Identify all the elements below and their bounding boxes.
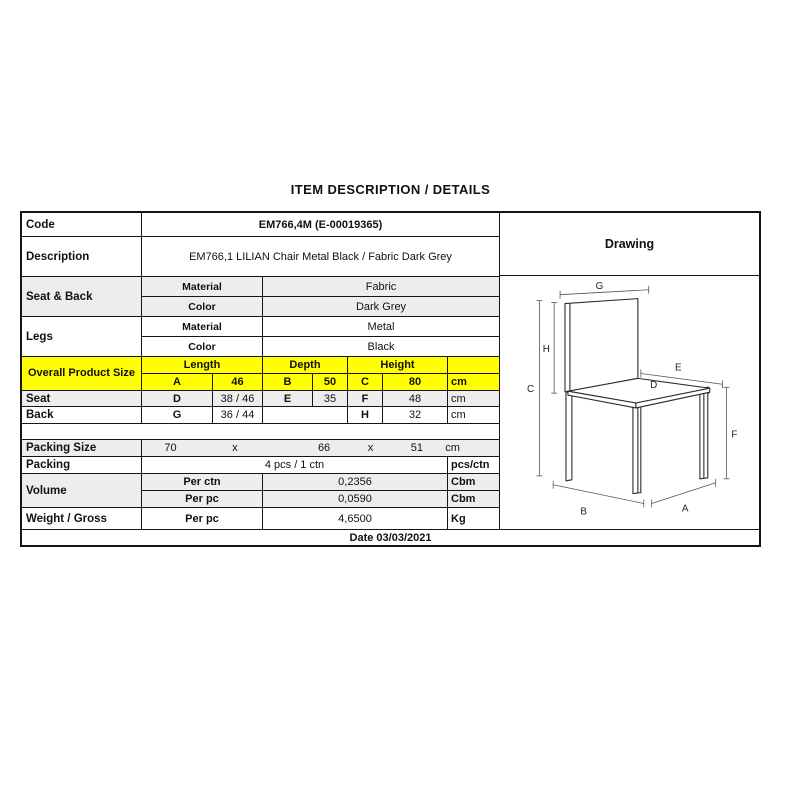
- volume-per-pc-row: [142, 491, 499, 507]
- legs-color-value: Black: [367, 340, 395, 353]
- seat-back-material-value: Fabric: [365, 280, 397, 293]
- weight-unit: Kg: [451, 512, 466, 525]
- page-title: ITEM DESCRIPTION / DETAILS: [290, 182, 491, 197]
- drawing-column: [500, 213, 759, 529]
- chair-technical-drawing: [500, 278, 759, 528]
- overall-depth-value: 50: [313, 374, 348, 390]
- seat-back-material-label: Material: [142, 277, 263, 296]
- legs-color-row: [142, 337, 499, 356]
- size-overall-row: [142, 374, 499, 390]
- back-height-key: H: [348, 407, 383, 423]
- legs-color-label: Color: [142, 337, 263, 356]
- volume-per-pc-unit: Cbm: [451, 493, 476, 505]
- size-header-empty-cell: [448, 357, 499, 373]
- row-weight: [22, 508, 499, 529]
- legs-material-value: Metal: [367, 320, 395, 333]
- volume-per-pc-label: Per pc: [142, 491, 263, 507]
- row-packing: [22, 457, 499, 474]
- size-header-row: [142, 357, 499, 374]
- seat-back-material-row: [142, 277, 499, 297]
- packing-size-label: Packing Size: [22, 440, 142, 456]
- row-seat-back: [22, 277, 499, 317]
- row-legs: [22, 317, 499, 357]
- spec-table-main: [22, 213, 759, 529]
- volume-per-ctn-label: Per ctn: [142, 474, 263, 490]
- volume-label: Volume: [22, 474, 142, 507]
- size-length-header: Length: [142, 357, 263, 373]
- weight-value: 4,6500: [263, 508, 448, 529]
- dim-label-f: F: [731, 428, 738, 440]
- dim-label-a: A: [681, 502, 689, 514]
- row-packing-size: [22, 440, 499, 457]
- row-seat: [22, 391, 499, 407]
- overall-length-key: A: [142, 374, 213, 390]
- row-spacer: [22, 424, 499, 440]
- row-description: [22, 237, 499, 277]
- dim-label-d: D: [650, 379, 658, 391]
- legs-material-label: Material: [142, 317, 263, 336]
- dim-label-b: B: [580, 505, 587, 517]
- seat-back-color-label: Color: [142, 297, 263, 316]
- seat-length-value: 38 / 46: [213, 391, 263, 406]
- row-overall-size: [22, 357, 499, 391]
- seat-length-key: D: [142, 391, 213, 406]
- date-text: Date 03/03/2021: [349, 531, 432, 544]
- seat-depth-value: 35: [313, 391, 348, 406]
- packing-value: 4 pcs / 1 ctn: [142, 457, 448, 473]
- spacer-cell: [22, 424, 499, 439]
- seat-height-key: F: [348, 391, 383, 406]
- packing-size-x1: x: [232, 442, 238, 454]
- legs-label: Legs: [22, 317, 142, 356]
- row-code: [22, 213, 499, 237]
- description-value: EM766,1 LILIAN Chair Metal Black / Fabric Dark Grey: [189, 250, 452, 263]
- weight-label: Weight / Gross: [22, 508, 142, 529]
- dim-label-h: H: [542, 343, 550, 355]
- seat-height-value: 48: [383, 391, 448, 406]
- back-label: Back: [22, 407, 142, 423]
- date-row: [22, 529, 759, 545]
- seat-back-label: Seat & Back: [22, 277, 142, 316]
- packing-size-dim2: 66: [317, 442, 331, 454]
- packing-label: Packing: [22, 457, 142, 473]
- dim-label-e: E: [674, 362, 682, 374]
- back-depth-empty-cell: [263, 407, 348, 423]
- packing-size-dim1: 70: [164, 442, 177, 454]
- back-length-key: G: [142, 407, 213, 423]
- overall-depth-key: B: [263, 374, 313, 390]
- overall-height-value: 80: [383, 374, 448, 390]
- dim-label-g: G: [595, 280, 604, 292]
- drawing-area: [500, 276, 759, 529]
- volume-per-ctn-value: 0,2356: [263, 474, 448, 490]
- packing-size-values: [142, 440, 499, 456]
- row-back: [22, 407, 499, 424]
- overall-height-key: C: [348, 374, 383, 390]
- description-label: Description: [22, 237, 142, 276]
- size-depth-header: Depth: [263, 357, 348, 373]
- spec-table-left: [22, 213, 500, 529]
- packing-size-unit: cm: [445, 442, 460, 454]
- packing-unit: pcs/ctn: [451, 459, 490, 471]
- back-length-value: 36 / 44: [213, 407, 263, 423]
- seat-unit: cm: [451, 392, 466, 405]
- weight-per-pc-label: Per pc: [142, 508, 263, 529]
- spec-table: [20, 211, 761, 547]
- row-volume: [22, 474, 499, 508]
- drawing-header: Drawing: [500, 213, 759, 276]
- back-unit: cm: [451, 409, 466, 421]
- overall-unit: cm: [451, 376, 467, 388]
- seat-back-color-row: [142, 297, 499, 316]
- volume-per-pc-value: 0,0590: [263, 491, 448, 507]
- back-height-value: 32: [383, 407, 448, 423]
- size-height-header: Height: [348, 357, 448, 373]
- legs-material-row: [142, 317, 499, 337]
- overall-size-label: Overall Product Size: [22, 357, 142, 390]
- volume-per-ctn-row: [142, 474, 499, 491]
- seat-back-color-value: Dark Grey: [355, 300, 407, 313]
- code-label: Code: [22, 213, 142, 236]
- dim-label-c: C: [526, 383, 535, 395]
- code-value: EM766,4M (E-00019365): [258, 218, 383, 231]
- packing-size-dim3: 51: [410, 442, 423, 454]
- seat-label: Seat: [22, 391, 142, 406]
- overall-length-value: 46: [213, 374, 263, 390]
- volume-per-ctn-unit: Cbm: [451, 476, 476, 488]
- packing-size-x2: x: [367, 442, 374, 454]
- seat-depth-key: E: [263, 391, 313, 406]
